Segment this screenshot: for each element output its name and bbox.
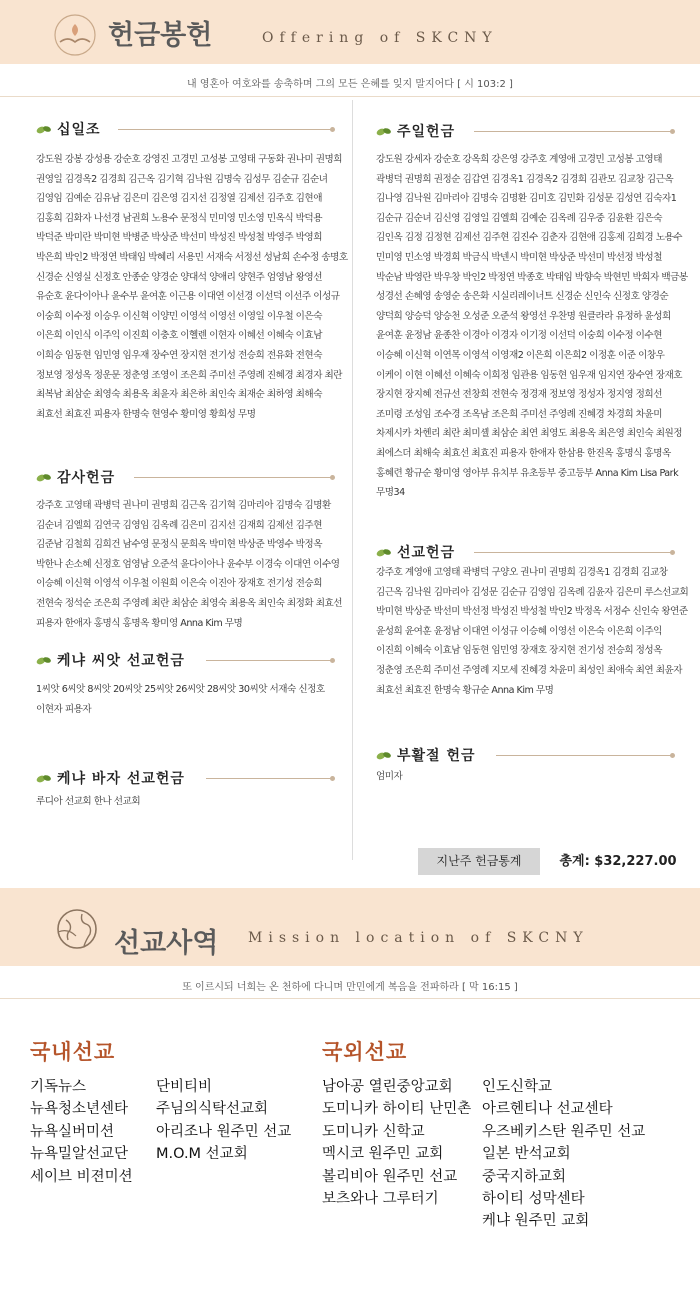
list-item: 인도신학교 bbox=[482, 1079, 553, 1095]
list-item: 케냐 원주민 교회 bbox=[482, 1213, 590, 1230]
thanks-title: 감사헌금 bbox=[57, 470, 116, 486]
list-item: 볼리비아 원주민 선교 bbox=[322, 1168, 458, 1185]
leaf-icon bbox=[376, 750, 392, 761]
sunday-header bbox=[376, 121, 455, 141]
mission-title-en: Mission location of SKCNY bbox=[248, 930, 589, 946]
list-item: 뉴욕청소년센타 bbox=[30, 1101, 129, 1118]
mission-offering-header bbox=[376, 542, 455, 562]
list-item: 주님의식탁선교회 bbox=[156, 1101, 269, 1118]
overseas-mission-title: 국외선교 bbox=[322, 1040, 408, 1064]
easter-title: 부활절 헌금 bbox=[397, 748, 476, 764]
offering-verse: 내 영혼아 여호와를 송축하며 그의 모든 은혜를 잊지 말지어다 [ 시 103:2 ] bbox=[187, 79, 513, 90]
mission-header-band bbox=[0, 888, 700, 966]
list-item: 도미니카 신학교 bbox=[322, 1123, 425, 1140]
column-divider bbox=[352, 100, 353, 860]
list-item: 우즈베키스탄 원주민 선교 bbox=[482, 1123, 646, 1140]
kenya-bazaar-names: 루디아 선교회 한나 선교회 bbox=[36, 796, 141, 807]
list-item: 일본 반석교회 bbox=[482, 1146, 571, 1163]
mission-verse: 또 이르시되 너희는 온 천하에 다니며 만민에게 복음을 전파하라 [ 막 16:15 ] bbox=[182, 982, 518, 993]
leaf-icon bbox=[376, 126, 392, 137]
kenya-bazaar-title: 케냐 바자 선교헌금 bbox=[57, 771, 185, 787]
list-item: 뉴욕밀알선교단 bbox=[30, 1146, 129, 1163]
tithe-names: 강도원 강봉 강성용 강순호 강영진 고경민 고성봉 고영태 구동화 권나미 권명희 권영일 김경옥2 김경희 김근옥 김기혁 김낙원 김명숙 김성무 김순규 김순녀 김영임 김예순 김유남 김은미 김은영 김지선 김정열 김제선 김주호 김현애 김홍희 김화자 나선경 남권희 노용수 문정식 민미영 민소영 민옥식 박덕용 박덕준 박미란 박미현 박병준 박상준 박선미 박성진 박성철 박영주 박영희 박은희 박인2 박정연 박태임 박혜리 서용민 서재숙 서정선 성남희 손수정 송명호 신경순 신영실 신정호 안종순 양경순 양대석 양애리 양현주 엄영남 왕영선 유순호 윤다이아나 윤수부 윤여훈 이근용 이대연 이선경 이선덕 이선주 이성규 이숭희 이수정 이승우 이신혁 이양민 이영석 이영선 이영일 이우철 이은숙 이은희 이인식 이주익 이진희 이충호 이헬렌 이현자 이혜선 이혜숙 이효남 이희승 임동현 임민영 임우재 장수연 장지현 전기성 전승희 전유화 전현숙 정보영 정성옥 정운문 정춘영 조영이 조은희 주미선 주영례 진혜경 최경자 최란 최복남 최삼순 최영숙 최용옥 최윤자 최은하 최인숙 최재순 최하영 최해숙 최효선 최효진 피용자 한명숙 현영수 황미영 황희성 무명 bbox=[36, 154, 348, 420]
sunday-names: 강도원 강세자 강순호 강옥희 강은영 강주호 계영애 고경민 고성봉 고영태 곽병덕 권명희 권정순 김갑연 김경옥1 김경옥2 김경희 김관모 김교창 김근옥 김나영 김낙원 김마리아 김명숙 김명환 김미호 김민화 김성문 김성연 김숙자1 김순규 김순녀 김신영 김영일 김엘희 김예순 김옥례 김우중 김윤환 김은숙 김인옥 김정 김정현 김제선 김주현 김진수 김춘자 김현애 김홍제 김희경 노용수 민미영 민소영 박경희 박금식 박넨시 박미현 박상준 박선미 박선정 박성철 박순남 박영란 박우창 박인2 박정연 박종호 박태임 박향숙 박현민 박희자 백금봉 성경선 손혜영 송영순 송은화 시실리레이너트 신경순 신인숙 신정호 양경순 양덕희 양승덕 양승천 오성준 오준석 왕영선 우찬명 원클라라 유정하 윤성희 윤여훈 윤정남 윤종찬 이경아 이경자 이기정 이선덕 이숭희 이수정 이수현 이승혜 이신혁 이연목 이영석 이영재2 이은희 이은희2 이정훈 이준 이창우 이케이 이현 이혜선 이혜숙 이희정 임관용 임동현 임우재 임지연 장수연 장재호 장지현 장지혜 전규선 전창희 전현숙 정경재 정보영 정성자 정지영 정희선 조미령 조성임 조수경 조옥남 조은희 주미선 주영례 진혜경 차경희 차윤미 차제시카 차헨리 최란 최미셸 최삼순 최연 최영도 최용옥 최은영 최인숙 최원정 최에스더 최해숙 최효선 최효진 피용자 한애자 한삼용 한진옥 홍명식 홍명옥 홍혜련 황규순 황미영 영아부 유치부 유초등부 중고등부 Anna Kim Lisa Park 무명34 bbox=[376, 154, 688, 499]
section-rule bbox=[206, 778, 334, 779]
mission-offering-title: 선교헌금 bbox=[397, 545, 456, 561]
kenya-bazaar-header bbox=[36, 768, 185, 788]
section-rule bbox=[206, 660, 334, 661]
list-item: 남아공 열린중앙교회 bbox=[322, 1079, 453, 1095]
mission-offering-names: 강주호 계영애 고영태 곽병덕 구양오 권나미 권명희 김경옥1 김경희 김교창 김근옥 김낙원 김마리아 김성문 김순규 김영임 김옥례 김윤자 김은미 루스선교회 박미현 박상준 박선미 박선정 박성진 박성철 박인2 박정옥 서정수 신인숙 왕연준 윤성희 윤여훈 윤정남 이대연 이성규 이승혜 이영선 이은숙 이은희 이주익 이진희 이혜숙 이효남 임동현 임민영 장재호 장지현 전기성 전승희 정성옥 정춘영 조은희 주미선 주영례 지모세 진혜경 차윤미 최성인 최애숙 최연 최윤자 최효선 최효진 한명숙 황규순 Anna Kim 무명 bbox=[376, 567, 689, 696]
list-item: 중국지하교회 bbox=[482, 1168, 567, 1185]
section-rule bbox=[474, 131, 674, 132]
thanks-header bbox=[36, 467, 115, 487]
offering-title: 헌금봉헌 bbox=[108, 20, 213, 51]
tithe-header bbox=[36, 119, 101, 139]
kenya-seed-names: 1씨앗 6씨앗 8씨앗 20씨앗 25씨앗 26씨앗 28씨앗 30씨앗 서재숙 신정호 이현자 피용자 bbox=[36, 684, 325, 715]
globe-icon bbox=[54, 906, 100, 952]
list-item: 아리조나 원주민 선교 bbox=[156, 1123, 292, 1140]
tithe-title: 십일조 bbox=[57, 122, 101, 138]
verse-divider bbox=[0, 96, 700, 97]
leaf-icon bbox=[36, 773, 52, 784]
leaf-icon bbox=[36, 472, 52, 483]
rule-end-dot bbox=[670, 129, 675, 134]
weekly-stats-label: 지난주 헌금통계 bbox=[418, 848, 540, 875]
overseas-list-1 bbox=[322, 1076, 471, 1210]
domestic-mission-title: 국내선교 bbox=[30, 1040, 116, 1064]
sunday-title: 주일헌금 bbox=[397, 124, 456, 140]
kenya-seed-title: 케냐 씨앗 선교헌금 bbox=[57, 653, 185, 669]
rule-end-dot bbox=[330, 127, 335, 132]
section-rule bbox=[474, 552, 674, 553]
easter-names: 엄미자 bbox=[376, 771, 403, 782]
thanks-names: 강주호 고영태 곽병덕 권나미 권명희 김근옥 김기혁 김마리아 김명숙 김명환 김순녀 김엘희 김연국 김영임 김옥례 김은미 김지선 김재희 김제선 김주현 김준남 김철희 김희건 남수영 문정식 문희옥 박미현 박상준 박영수 박정옥 박한나 손소혜 신정호 엄영남 오준석 윤다이아나 윤수부 이경숙 이대연 이수영 이승혜 이신혁 이영석 이우철 이원희 이은숙 이진아 장재호 전기성 전승희 전현숙 정석순 조은희 주영례 최란 최삼순 최영숙 최용옥 최인숙 최정화 최효선 피용자 한애자 홍명식 홍명옥 황미영 Anna Kim 무명 bbox=[36, 500, 343, 629]
leaf-icon bbox=[36, 655, 52, 666]
verse-divider bbox=[0, 998, 700, 999]
section-rule bbox=[134, 477, 334, 478]
section-rule bbox=[496, 755, 674, 756]
rule-end-dot bbox=[330, 475, 335, 480]
kenya-seed-header bbox=[36, 650, 185, 670]
list-item: 세이브 비젼미션 bbox=[30, 1168, 133, 1185]
list-item: 보츠와나 그루터기 bbox=[322, 1191, 439, 1208]
rule-end-dot bbox=[670, 550, 675, 555]
weekly-stats-total: 총계: $32,227.00 bbox=[559, 854, 677, 869]
rule-end-dot bbox=[330, 776, 335, 781]
list-item: 멕시코 원주민 교회 bbox=[322, 1146, 444, 1163]
list-item: 기독뉴스 bbox=[30, 1079, 87, 1095]
offering-hands-icon bbox=[52, 12, 98, 58]
section-rule bbox=[118, 129, 334, 130]
leaf-icon bbox=[36, 124, 52, 135]
list-item: 하이티 성막센타 bbox=[482, 1191, 585, 1208]
list-item: 단비티비 bbox=[156, 1079, 213, 1095]
rule-end-dot bbox=[330, 658, 335, 663]
list-item: M.O.M 선교회 bbox=[156, 1146, 248, 1163]
rule-end-dot bbox=[670, 753, 675, 758]
domestic-list-1 bbox=[30, 1076, 133, 1188]
domestic-list-2 bbox=[156, 1076, 291, 1166]
list-item: 뉴욕실버미션 bbox=[30, 1123, 115, 1140]
mission-title: 선교사역 bbox=[114, 928, 219, 959]
leaf-icon bbox=[376, 547, 392, 558]
list-item: 도미니카 하이티 난민촌 bbox=[322, 1101, 472, 1118]
overseas-list-2 bbox=[482, 1076, 645, 1233]
easter-header bbox=[376, 745, 476, 765]
offering-title-en: Offering of SKCNY bbox=[262, 30, 498, 46]
list-item: 아르헨티나 선교센타 bbox=[482, 1101, 613, 1118]
